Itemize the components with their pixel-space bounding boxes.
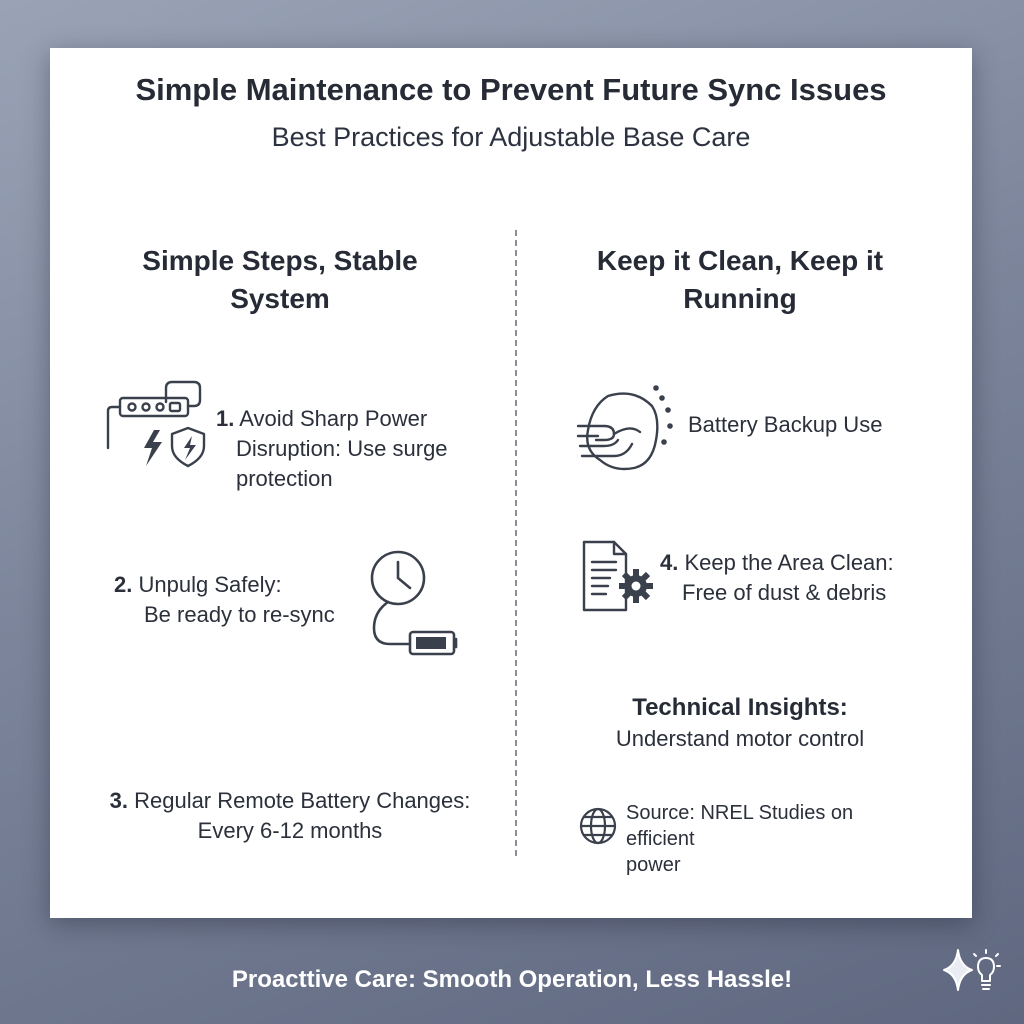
left-item-1 <box>216 404 536 494</box>
left-heading-line1: Simple Steps, Stable <box>142 245 418 276</box>
item-1-number: 1. <box>216 406 235 431</box>
left-heading-line2: System <box>230 283 330 314</box>
right-item-4 <box>660 548 940 608</box>
item-3-number: 3. <box>109 788 128 813</box>
source-citation <box>626 800 926 878</box>
content-card <box>50 48 972 918</box>
footer-tagline: Proacttive Care: Smooth Operation, Less Hassle! <box>231 966 793 993</box>
item-4-line1: Keep the Area Clean: <box>684 550 894 575</box>
item-3-line1: Regular Remote Battery Changes: <box>134 788 471 813</box>
item-2-number: 2. <box>114 572 133 597</box>
source-line1: Source: NREL Studies on efficient <box>626 802 854 850</box>
clock-battery-icon <box>366 548 466 664</box>
technical-insights-title: Technical Insights: <box>632 694 848 721</box>
page-title: Simple Maintenance to Prevent Future Sync Issues <box>135 72 887 107</box>
item-2-line1: Unpulg Safely: <box>138 572 282 597</box>
item-4-number: 4. <box>660 550 679 575</box>
item-4-line2: Free of dust & debris <box>682 580 887 605</box>
item-2-line2: Be ready to re-sync <box>144 602 335 627</box>
column-divider <box>515 230 517 856</box>
right-item-battery-backup: Battery Backup Use <box>688 412 883 437</box>
sparkle-lightbulb-icon <box>940 944 1006 1005</box>
left-column-heading <box>110 242 450 318</box>
left-item-2 <box>114 570 374 630</box>
left-item-3 <box>80 786 500 846</box>
right-heading-line1: Keep it Clean, Keep it <box>596 245 884 276</box>
right-column-heading <box>570 242 910 318</box>
item-1-line1: Avoid Sharp Power <box>239 406 428 431</box>
power-strip-surge-icon <box>106 378 212 474</box>
cleaning-cloth-icon <box>574 384 674 476</box>
page-subtitle: Best Practices for Adjustable Base Care <box>271 122 751 152</box>
globe-icon <box>578 806 618 846</box>
source-line2: power <box>626 854 681 876</box>
document-gear-icon <box>580 538 660 614</box>
technical-insights-subtitle: Understand motor control <box>615 726 865 751</box>
item-1-line2: Disruption: Use surge protection <box>236 436 448 491</box>
right-heading-line2: Running <box>683 283 797 314</box>
item-3-line2: Every 6-12 months <box>197 818 383 843</box>
